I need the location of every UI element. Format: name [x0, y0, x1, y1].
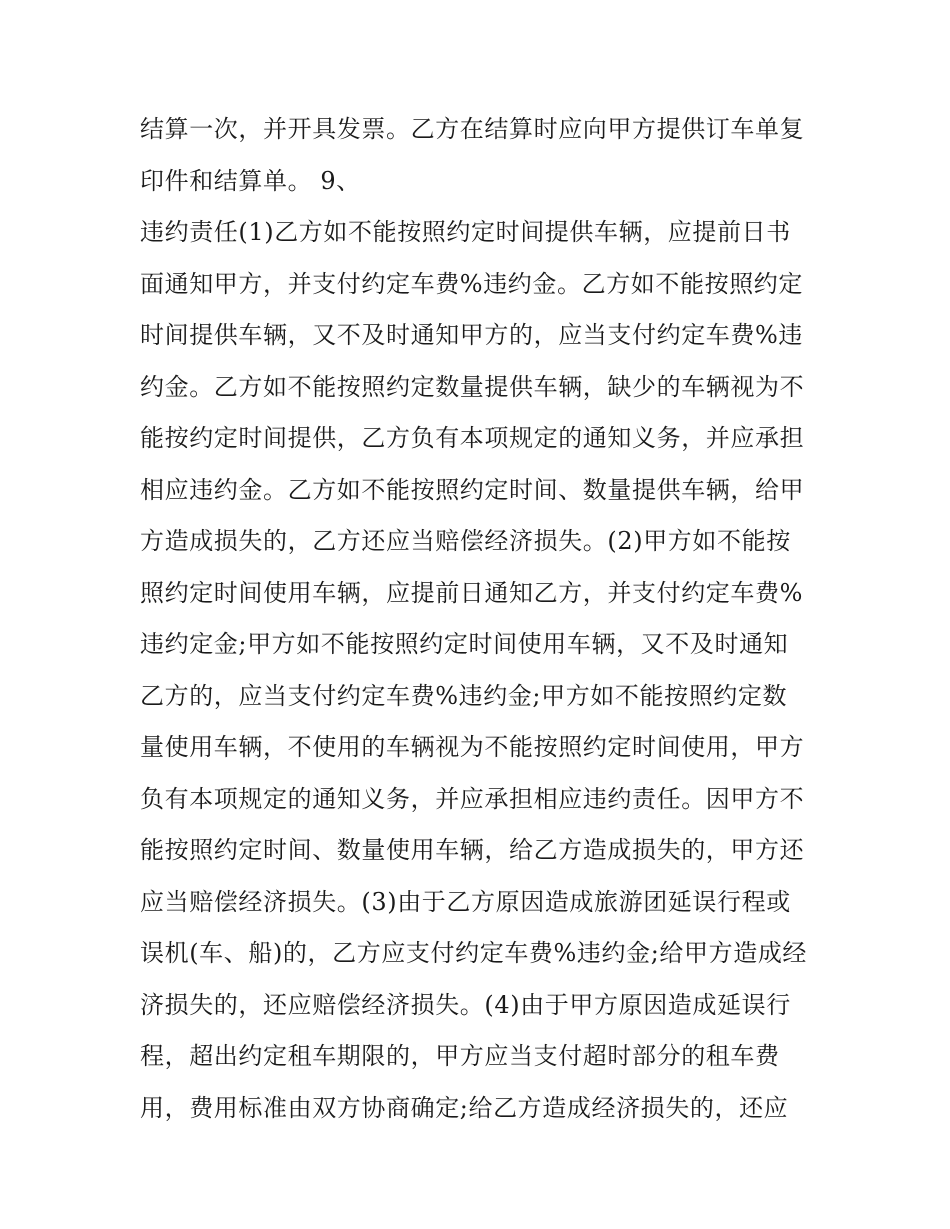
text-line: 能按照约定时间、数量使用车辆，给乙方造成损失的，甲方还: [140, 836, 805, 864]
text-line: 结算一次，并开具发票。乙方在结算时应向甲方提供订车单复: [140, 115, 805, 143]
contract-text-block: [140, 104, 830, 1134]
text-line: 印件和结算单。 9、: [140, 166, 361, 195]
text-line: 照约定时间使用车辆，应提前日通知乙方，并支付约定车费%: [140, 578, 804, 607]
text-line: 面通知甲方，并支付约定车费%违约金。乙方如不能按照约定: [140, 269, 804, 298]
text-line: 程，超出约定租车期限的，甲方应当支付超时部分的租车费: [140, 1042, 780, 1070]
text-line: 违约责任(1)乙方如不能按照约定时间提供车辆，应提前日书: [140, 218, 791, 246]
text-line: 济损失的，还应赔偿经济损失。(4)由于甲方原因造成延误行: [140, 990, 791, 1019]
text-line: 乙方的，应当支付约定车费%违约金;甲方如不能按照约定数: [140, 681, 788, 710]
text-line: 负有本项规定的通知义务，并应承担相应违约责任。因甲方不: [140, 784, 805, 813]
text-line: 误机(车、船)的，乙方应支付约定车费%违约金;给甲方造成经: [140, 939, 808, 967]
text-line: 方造成损失的，乙方还应当赔偿经济损失。(2)甲方如不能按: [140, 527, 791, 555]
text-line: 能按约定时间提供，乙方负有本项规定的通知义务，并应承担: [140, 424, 805, 452]
text-line: 违约定金;甲方如不能按照约定时间使用车辆，又不及时通知: [140, 630, 789, 658]
text-line: 时间提供车辆，又不及时通知甲方的，应当支付约定车费%违: [140, 321, 804, 349]
text-line: 约金。乙方如不能按照约定数量提供车辆，缺少的车辆视为不: [140, 372, 805, 401]
text-line: 相应违约金。乙方如不能按照约定时间、数量提供车辆，给甲: [140, 475, 805, 504]
text-line: 用，费用标准由双方协商确定;给乙方造成经济损失的，还应: [140, 1093, 789, 1122]
text-line: 量使用车辆，不使用的车辆视为不能按照约定时间使用，甲方: [140, 733, 805, 761]
text-line: 应当赔偿经济损失。(3)由于乙方原因造成旅游团延误行程或: [140, 887, 791, 916]
